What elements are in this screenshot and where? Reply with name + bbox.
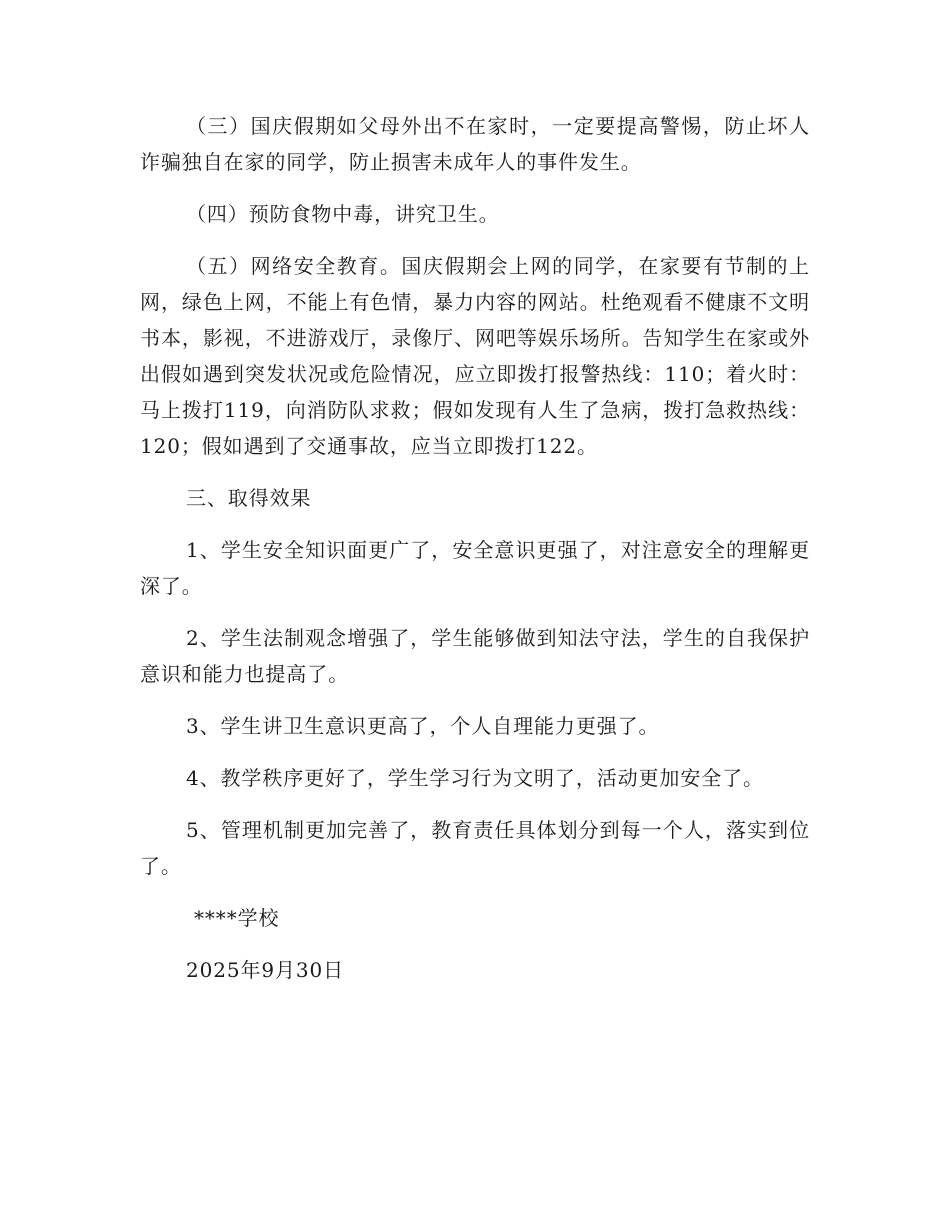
paragraph-food-safety: （四）预防食物中毒，讲究卫生。 <box>186 202 500 226</box>
result-item: 1、学生安全知识面更广了，安全意识更强了，对注意安全的理解更深了。 <box>140 538 810 598</box>
document-date: 2025年9月30日 <box>186 958 345 982</box>
result-item: 3、学生讲卫生意识更高了，个人自理能力更强了。 <box>186 714 660 738</box>
section-heading: 三、取得效果 <box>186 486 312 510</box>
result-item: 2、学生法制观念增强了，学生能够做到知法守法，学生的自我保护意识和能力也提高了。 <box>140 626 810 686</box>
result-item: 5、管理机制更加完善了，教育责任具体划分到每一个人，落实到位了。 <box>140 818 810 878</box>
paragraph-guard-alert: （三）国庆假期如父母外出不在家时，一定要提高警惕，防止坏人诈骗独自在家的同学，防止损害未成年人的事件发生。 <box>140 114 810 174</box>
paragraph-internet-safety: （五）网络安全教育。国庆假期会上网的同学，在家要有节制的上网，绿色上网，不能上有色情，暴力内容的网站。杜绝观看不健康不文明书本，影视，不进游戏厅，录像厅、网吧等娱乐场所。告知学生在家或外出假如遇到突发状况或危险情况，应立即拨打报警热线：110；着火时：马上拨打119，向消防队求救；假如发现有人生了急病，拨打急救热线：120；假如遇到了交通事故，应当立即拨打122。 <box>140 254 810 458</box>
school-signature: ****学校 <box>194 906 280 930</box>
document-body <box>140 108 810 988</box>
result-item: 4、教学秩序更好了，学生学习行为文明了，活动更加安全了。 <box>186 766 764 790</box>
